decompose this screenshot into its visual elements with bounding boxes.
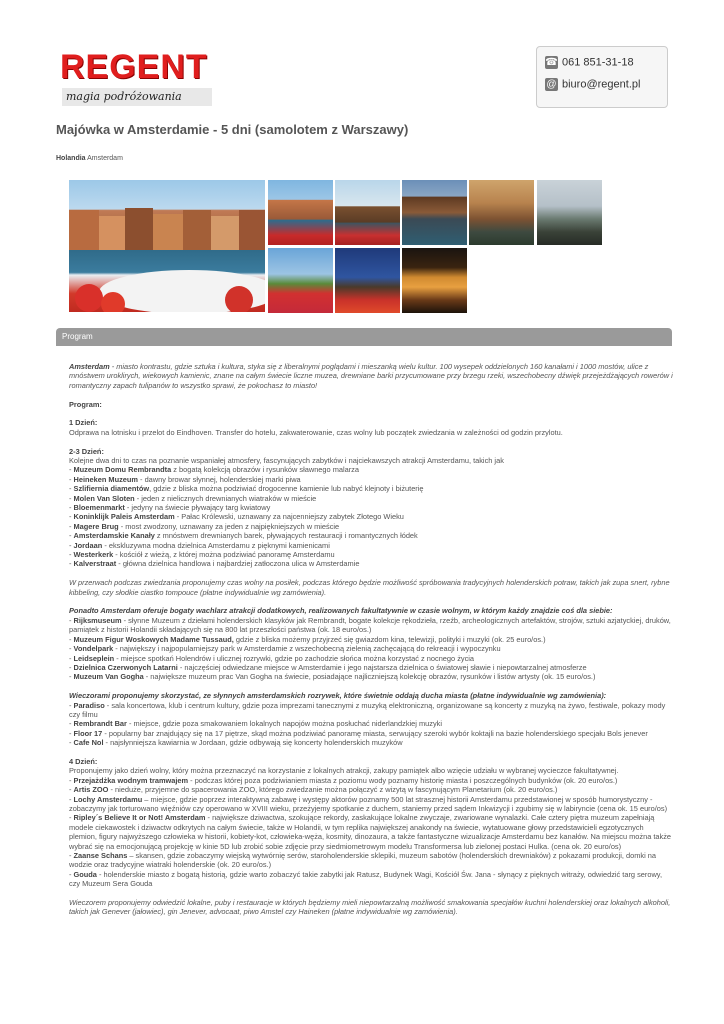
photo-4[interactable]	[402, 180, 467, 245]
list-item: - Heineken Muzeum - dawny browar słynnej, holenderskiej marki piwa	[69, 474, 301, 484]
list-item: - Artis ZOO - nieduże, przyjemne do spacerowania ZOO, którego zwiedzanie można połączyć z wizytą w fascynującym Planetarium (ok. 20 euro/os.)	[69, 785, 558, 795]
day1-title: 1 Dzień:	[69, 418, 98, 428]
day23-title: 2-3 Dzień:	[69, 446, 104, 456]
photo-7[interactable]	[268, 248, 333, 313]
list-item: - Magere Brug - most zwodzony, uznawany za jeden z najpiękniejszych w mieście	[69, 521, 340, 531]
logo-tagline: magia podróżowania	[62, 88, 212, 106]
list-item: - Muzeum Van Gogha - największe muzeum prac Van Gogha na świecie, posiadające najliczniejszą kolekcję obrazów, rysunków i listów artysty (ok. 15 euro/os.)	[69, 672, 596, 682]
program-section-header: Program	[56, 328, 672, 346]
evening-title: Wieczorami proponujemy skorzystać, ze słynnych amsterdamskich rozrywek, które świetnie oddają ducha miasta (płatne indywidualnie wg zamówienia):	[69, 691, 607, 701]
list-item: - Cafe Nol - najsłynniejsza kawiarnia w Jordaan, gdzie odbywają się koncerty holenderskich muzyków	[69, 738, 403, 748]
photo-5[interactable]	[469, 180, 534, 245]
day4-title: 4 Dzień:	[69, 756, 98, 766]
day1-text: Odprawa na lotnisku i przelot do Eindhoven. Transfer do hotelu, zakwaterowanie, czas wolny lub początek zwiedzania w zależności od godzin przylotu.	[69, 427, 563, 437]
list-item: - Vondelpark - największy i najpopularniejszy park w Amsterdamie z wszechobecną zielenią zachęcającą do rekreacji i wypoczynku	[69, 644, 501, 654]
day23-note: W przerwach podczas zwiedzania proponujemy czas wolny na posiłek, podczas którego będzie możliwość spróbowania tradycyjnych holenderskich potraw, takich jak zupa snert, rybne kibbeling, czy słodkie ciastko tompouce (płatne indywidualnie wg zamówienia).	[69, 578, 670, 597]
photo-2[interactable]	[268, 180, 333, 245]
list-item: - Rijksmuseum - słynne Muzeum z dziełami holenderskich klasyków jak Rembrandt, bogate kolekcje rękodzieła, rzeźb, archeologicznych artefaktów, strojów, sztuki azjatyckiej, druków, pamiątek z historii Holandii składających się na 800 lat przeszłości państwa (ok. 18 euro/os.)	[69, 615, 671, 635]
photo-6[interactable]	[537, 180, 602, 245]
list-item: - Leidseplein - miejsce spotkań Holendrów i ulicznej rozrywki, gdzie po zachodzie słońca można korzystać z nocnego życia	[69, 653, 475, 663]
list-item: - Westerkerk - kościół z wieżą, z której można podziwiać panoramę Amsterdamu	[69, 550, 335, 560]
list-item: - Zaanse Schans – skansen, gdzie zobaczymy wiejską wytwórnię serów, staroholenderskie sklepiki, muzeum sabotów (holenderskich drewniaków) z pokazami produkcji, domki na wodzie oraz tradycyjne wiatraki holenderskie (ok. 20 euro/os.)	[69, 851, 657, 870]
list-item: - Kalverstraat - główna dzielnica handlowa i najbardziej zatłoczona ulica w Amsterdamie	[69, 559, 360, 569]
list-item: - Przejażdżka wodnym tramwajem - podczas której poza podziwianiem miasta z poziomu wody poznamy historię miasta i poszczególnych budynków (ok. 20 euro/os.)	[69, 775, 618, 785]
page-title: Majówka w Amsterdamie - 5 dni (samolotem z Warszawy)	[56, 122, 409, 137]
list-item: - Lochy Amsterdamu – miejsce, gdzie poprzez interaktywną zabawę i występy aktorów poznamy 500 lat strasznej historii Amsterdamu przedstawionej w sposób humorystyczny - zobaczymy jak torturowano więźniów czy operowano w XVIII wieku, przeżyjemy spotkanie z duchem, staniemy przed sądem Inkwizycji i zgubimy się w labiryncie (cena ok. 15 euro/os)	[69, 794, 668, 813]
optional-title: Ponadto Amsterdam oferuje bogaty wachlarz atrakcji dodatkowych, realizowanych fakultatywnie w czasie wolnym, w którym każdy znajdzie coś dla siebie:	[69, 606, 613, 616]
contact-phone[interactable]	[545, 56, 634, 69]
program-content	[69, 362, 673, 917]
photo-9[interactable]	[402, 248, 467, 313]
list-item: - Dzielnica Czerwonych Latarni - najczęściej odwiedzane miejsce w Amsterdamie i jego najstarsza dzielnica o światowej sławie i niepowtarzalnej atmosferze	[69, 662, 587, 672]
location-city[interactable]: Amsterdam	[87, 155, 123, 162]
at-icon: @	[546, 79, 557, 90]
evening-list	[69, 701, 673, 748]
day4-text: Proponujemy jako dzień wolny, który można przeznaczyć na korzystanie z lokalnych atrakcji, zakupy pamiątek albo wzięcie udziału w wybranej wycieczce fakultatywnej.	[69, 766, 619, 776]
location-country[interactable]: Holandia	[56, 155, 86, 162]
list-item: - Bloemenmarkt - jedyny na świecie pływający targ kwiatowy	[69, 503, 271, 513]
photo-3[interactable]	[335, 180, 400, 245]
photo-main[interactable]	[69, 180, 265, 312]
list-item: - Jordaan - ekskluzywna modna dzielnica Amsterdamu z pięknymi kamienicami	[69, 540, 330, 550]
list-item: - Gouda - holenderskie miasto z bogatą historią, gdzie warto zobaczyć takie zabytki jak Ratusz, Budynek Wagi, Kościół Św. Jana - słynący z pięknych witraży, odwiedzić targ serowy, czy Muzeum Sera Gouda	[69, 869, 663, 889]
list-item: - Amsterdamskie Kanały z mnóstwem drewnianych barek, pływających restauracji i romantycznych łódek	[69, 531, 418, 541]
list-item: - Muzeum Figur Woskowych Madame Tussaud, gdzie z bliska możemy przyjrzeć się gwiazdom kina, telewizji, polityki i muzyki (ok. 25 euro/os.)	[69, 634, 546, 644]
list-item: - Koninklijk Paleis Amsterdam - Pałac Królewski, uznawany za najcenniejszy zabytek Złotego Wieku	[69, 512, 404, 522]
location	[56, 155, 123, 162]
list-item: - Floor 17 - popularny bar znajdujący się na 17 piętrze, skąd można podziwiać panoramę miasta, serwujący szeroki wybór koktajli na bazie holenderskiego specjału Bols jenever	[69, 728, 648, 738]
list-item: - Muzeum Domu Rembrandta z bogatą kolekcją obrazów i rysunków sławnego malarza	[69, 465, 359, 475]
day4-note: Wieczorem proponujemy odwiedzić lokalne, puby i restauracje w których będziemy mieli niepowtarzalną możliwość smakowania specjałów kuchni holenderskiej oraz lokalnych alkoholi, takich jak Genever (jałowiec), gin Jenever, advocaat, piwo Amstel czy Haineken (płatne indywidualnie wg zamówienia).	[69, 898, 671, 917]
contact-box	[536, 46, 668, 108]
phone-icon: ☎	[545, 57, 558, 68]
list-item: - Rembrandt Bar - miejsce, gdzie poza smakowaniem lokalnych napojów można posłuchać niderlandzkiej muzyki	[69, 719, 442, 729]
optional-list	[69, 616, 673, 682]
regent-logo[interactable]	[60, 50, 212, 108]
list-item: - Szlifiernia diamentów, gdzie z bliska można podziwiać drogocenne kamienie lub nabyć klejnoty i biżuterię	[69, 484, 424, 494]
day4-list	[69, 776, 673, 889]
program-label: Program:	[69, 399, 102, 409]
list-item: - Ripley´s Believe It or Not! Amsterdam - największe dziwactwa, szokujące rekordy, zaskakujące lokalne zwyczaje, zwariowane wynalazki. Całe cztery piętra muzeum zapełniają modele ciekawostek i dziwactw odkrytych na całym świecie, także w Holandii, w tym replika największej anakondy na świecie, wytatuowane głowy przedstawicieli egzotycznych plemion, figury najwyższego człowieka w historii, kobiety-kot, człowieka-węża, kosmity, dinozaura, a także fantastyczne wizualizacje Amsterdamu bez kanałów. Na miejscu można także wybrać się na emocjonującą projekcję w kinie 5D lub zrobić sobie zdjęcie przy siedmiometrowym modelu Transformersa lub zielonej postaci Hulka. (cena ok. 20 euro/os)	[69, 813, 672, 851]
photo-8[interactable]	[335, 248, 400, 313]
contact-email[interactable]	[545, 78, 640, 91]
day23-list	[69, 465, 673, 568]
list-item: - Paradiso - sala koncertowa, klub i centrum kultury, gdzie poza imprezami tanecznymi z muzyką elektroniczną, organizowane są koncerty z muzyką na żywo, festiwale, pokazy mody czy filmu	[69, 700, 666, 719]
intro-paragraph: Amsterdam - miasto kontrastu, gdzie sztuka i kultura, styka się z liberalnymi poglądami i mieszanką wielu kultur. 100 wysepek oddzielonych 160 kanałami i 1000 mostów, ulice z mnóstwem uroklirych, wiekowych kamienic, znane na całym świecie liczne muzea, drewniane barki przycumowane przy brzegu rzeki, wszechobecny dźwięk przejeżdżających rowerów i romantyczny zapach tulipanów to wszystko sprawi, że pokochasz to miasto!	[69, 362, 673, 390]
email-text: biuro@regent.pl	[562, 78, 641, 91]
day23-text: Kolejne dwa dni to czas na poznanie wspaniałej atmosfery, fascynujących zabytków i najciekawszych atrakcji Amsterdamu, takich jak	[69, 456, 504, 466]
phone-text: 061 851-31-18	[562, 56, 634, 69]
logo-brand: REGENT	[60, 48, 208, 86]
list-item: - Molen Van Sloten - jeden z nielicznych drewnianych wiatraków w mieście	[69, 493, 317, 503]
